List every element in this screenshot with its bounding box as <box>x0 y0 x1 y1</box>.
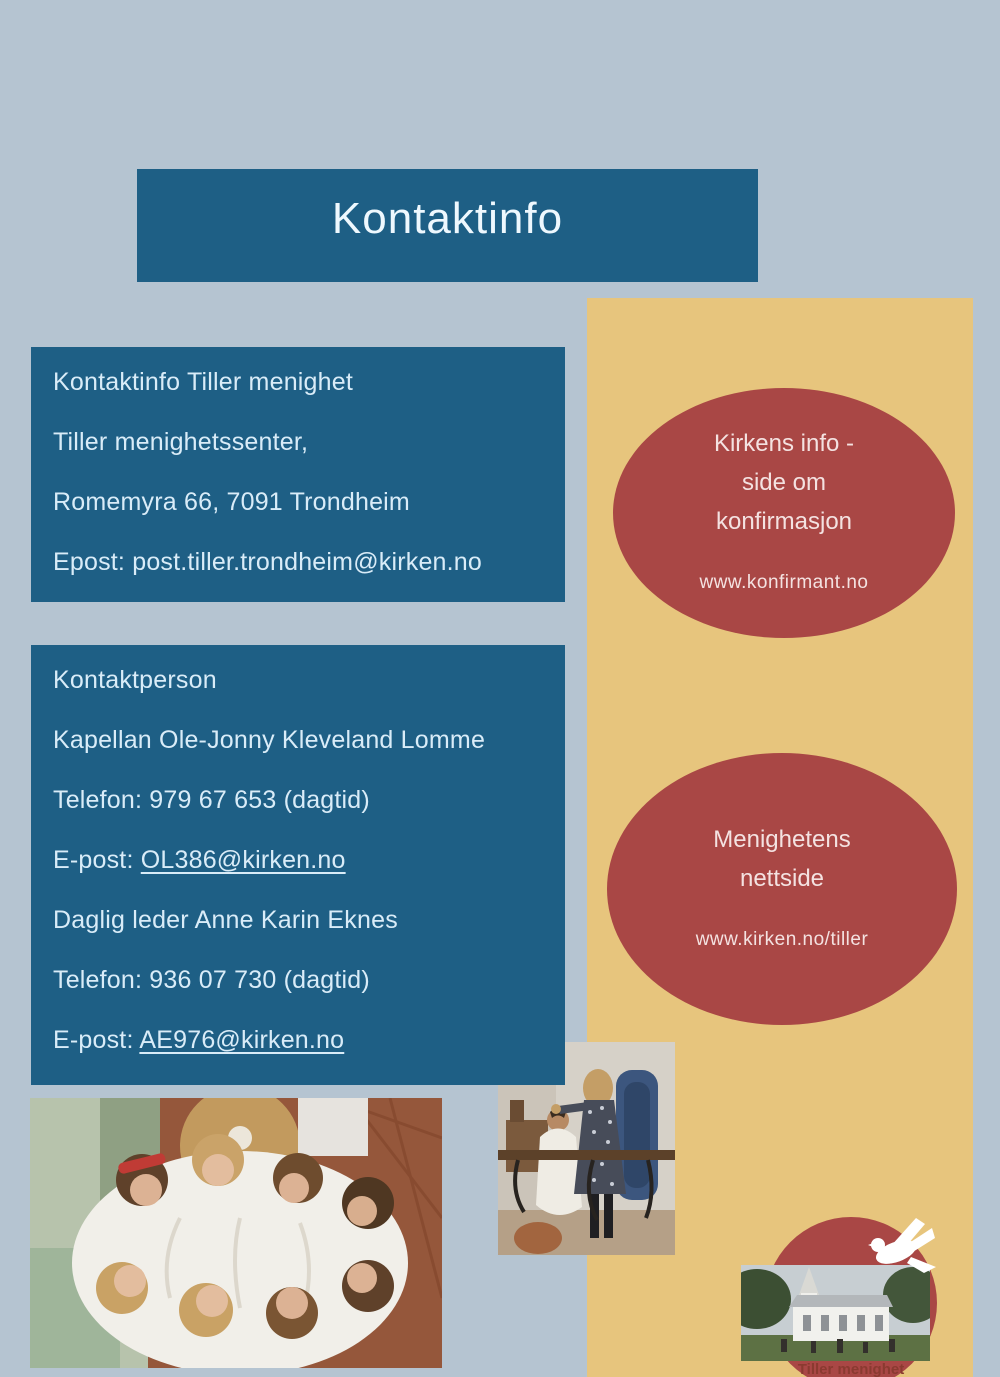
church-photo-art <box>741 1265 930 1361</box>
leader-email-link[interactable]: AE976@kirken.no <box>139 1026 345 1054</box>
menighet-url: www.kirken.no/tiller <box>695 928 869 950</box>
page-title: Kontaktinfo <box>331 193 564 243</box>
konfirmant-badge-line3: konfirmasjon <box>715 508 853 535</box>
contact-info-box <box>31 347 565 602</box>
menighet-badge-line2: nettside <box>739 864 825 892</box>
leader-phone: Telefon: 936 07 730 (dagtid) <box>53 966 370 994</box>
group-photo-art <box>30 1098 442 1368</box>
dove-icon-art <box>856 1212 940 1278</box>
logo-caption: Tiller menighet <box>797 1361 905 1377</box>
leader-email-label: E-post: <box>53 1026 140 1054</box>
contact-line-email: Epost: post.tiller.trondheim@kirken.no <box>53 548 483 576</box>
konfirmant-badge-line1: Kirkens info - <box>713 430 855 457</box>
chaplain-email-label: E-post: <box>53 846 141 874</box>
chaplain-name: Kapellan Ole-Jonny Kleveland Lomme <box>53 726 486 754</box>
title-banner <box>137 169 758 282</box>
chaplain-phone: Telefon: 979 67 653 (dagtid) <box>53 786 370 814</box>
leader-email-line <box>53 1027 547 1054</box>
contact-line-address: Romemyra 66, 7091 Trondheim <box>53 488 410 516</box>
konfirmant-info-badge <box>613 388 955 638</box>
contact-person-heading: Kontaktperson <box>53 666 217 694</box>
chaplain-email-link[interactable]: OL386@kirken.no <box>140 846 346 874</box>
chaplain-email-line <box>53 847 547 874</box>
menighet-badge-line1: Menighetens <box>713 825 851 853</box>
contact-line-church: Kontaktinfo Tiller menighet <box>53 368 354 396</box>
contact-line-center: Tiller menighetssenter, <box>53 428 309 456</box>
confirmation-group-photo <box>30 1098 442 1368</box>
konfirmant-badge-line2: side om <box>741 469 827 496</box>
contact-person-box <box>31 645 565 1085</box>
konfirmant-url: www.konfirmant.no <box>699 572 869 593</box>
dove-icon <box>856 1212 940 1278</box>
menighet-nettside-badge <box>607 753 957 1025</box>
church-photo <box>741 1265 930 1361</box>
leader-name: Daglig leder Anne Karin Eknes <box>53 906 398 934</box>
